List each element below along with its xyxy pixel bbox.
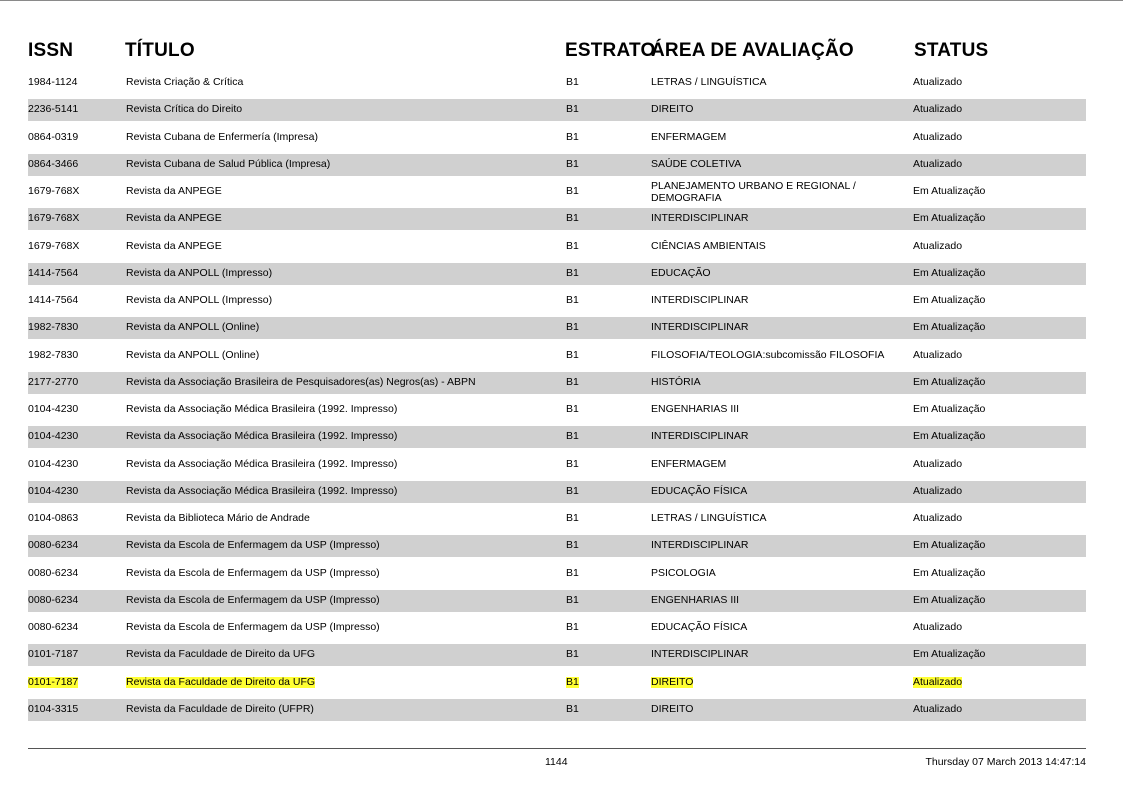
table-row	[28, 426, 1086, 448]
cell-area: DIREITO	[651, 675, 694, 688]
cell-titulo: Revista da Escola de Enfermagem da USP (Impresso)	[126, 593, 380, 606]
cell-titulo: Revista Criação & Crítica	[126, 76, 244, 88]
cell-estrato: B1	[566, 76, 579, 88]
cell-issn: 1679-768X	[28, 239, 80, 252]
cell-status: Em Atualização	[913, 593, 986, 606]
cell-titulo: Revista da Faculdade de Direito da UFG	[126, 648, 316, 661]
footer-timestamp: Thursday 07 March 2013 14:47:14	[925, 756, 1086, 768]
cell-issn: 0104-4230	[28, 484, 79, 497]
cell-estrato: B1	[566, 430, 579, 443]
table-row	[28, 154, 1086, 176]
cell-status: Em Atualização	[913, 375, 986, 388]
cell-issn: 1679-768X	[28, 212, 80, 225]
cell-area: EDUCAÇÃO FÍSICA	[651, 621, 748, 633]
table-row	[28, 127, 1086, 149]
cell-area: INTERDISCIPLINAR	[651, 648, 749, 661]
table-body	[28, 72, 1086, 726]
cell-status: Atualizado	[913, 157, 963, 170]
cell-status: Em Atualização	[913, 566, 986, 579]
cell-issn: 2236-5141	[28, 103, 79, 116]
table-row	[28, 236, 1086, 258]
table-row	[28, 290, 1086, 312]
cell-area: DIREITO	[651, 103, 694, 116]
table-row	[28, 454, 1086, 476]
cell-status: Atualizado	[913, 76, 963, 88]
cell-estrato: B1	[566, 130, 579, 143]
cell-issn: 0080-6234	[28, 593, 79, 606]
cell-issn: 0864-3466	[28, 157, 79, 170]
cell-titulo: Revista da Escola de Enfermagem da USP (Impresso)	[126, 566, 380, 579]
cell-status: Em Atualização	[913, 648, 986, 661]
table-row	[28, 263, 1086, 285]
cell-issn: 1982-7830	[28, 321, 79, 334]
cell-estrato: B1	[566, 239, 579, 252]
cell-area: SAÚDE COLETIVA	[651, 157, 742, 170]
cell-titulo: Revista da ANPEGE	[126, 212, 222, 225]
cell-status: Em Atualização	[913, 321, 986, 334]
cell-area: PLANEJAMENTO URBANO E REGIONAL / DEMOGRAFIA	[651, 180, 856, 204]
table-row	[28, 699, 1086, 721]
header-titulo: TÍTULO	[125, 40, 195, 61]
cell-estrato: B1	[566, 566, 579, 579]
header-status: STATUS	[914, 40, 989, 61]
table-row	[28, 481, 1086, 503]
cell-titulo: Revista da Associação Médica Brasileira (1992. Impresso)	[126, 430, 398, 443]
cell-titulo: Revista da Associação Médica Brasileira (1992. Impresso)	[126, 457, 398, 470]
cell-area: FILOSOFIA/TEOLOGIA:subcomissão FILOSOFIA	[651, 348, 885, 361]
cell-estrato: B1	[566, 375, 579, 388]
cell-titulo: Revista Crítica do Direito	[126, 103, 243, 116]
cell-estrato: B1	[566, 675, 579, 688]
cell-estrato: B1	[566, 157, 579, 170]
cell-titulo: Revista Cubana de Enfermería (Impresa)	[126, 130, 318, 143]
cell-issn: 1982-7830	[28, 348, 79, 361]
cell-status: Atualizado	[913, 621, 963, 633]
cell-issn: 0104-4230	[28, 403, 79, 415]
cell-titulo: Revista da Associação Médica Brasileira (1992. Impresso)	[126, 403, 398, 415]
table-row	[28, 372, 1086, 394]
table-row	[28, 208, 1086, 230]
cell-area: ENFERMAGEM	[651, 130, 727, 143]
cell-status: Em Atualização	[913, 266, 986, 279]
cell-titulo: Revista da Biblioteca Mário de Andrade	[126, 512, 310, 524]
cell-titulo: Revista da Escola de Enfermagem da USP (Impresso)	[126, 621, 380, 633]
cell-status: Atualizado	[913, 103, 963, 116]
table-row	[28, 181, 1086, 203]
cell-issn: 0101-7187	[28, 675, 79, 688]
cell-estrato: B1	[566, 266, 579, 279]
cell-estrato: B1	[566, 403, 579, 415]
table-row	[28, 644, 1086, 666]
cell-titulo: Revista da Associação Brasileira de Pesquisadores(as) Negros(as) - ABPN	[126, 375, 476, 388]
cell-status: Atualizado	[913, 130, 963, 143]
journal-table	[28, 37, 1086, 715]
cell-status: Atualizado	[913, 675, 963, 688]
cell-issn: 0080-6234	[28, 621, 79, 633]
cell-area: LETRAS / LINGUÍSTICA	[651, 76, 767, 88]
cell-titulo: Revista da Faculdade de Direito da UFG	[126, 675, 316, 688]
cell-area: CIÊNCIAS AMBIENTAIS	[651, 239, 766, 252]
cell-titulo: Revista da ANPOLL (Impresso)	[126, 294, 273, 306]
cell-status: Em Atualização	[913, 185, 986, 197]
cell-estrato: B1	[566, 621, 579, 633]
cell-status: Atualizado	[913, 702, 963, 715]
cell-titulo: Revista da ANPEGE	[126, 185, 222, 197]
cell-area: ENGENHARIAS III	[651, 593, 740, 606]
cell-estrato: B1	[566, 648, 579, 661]
table-header	[28, 37, 1086, 67]
cell-issn: 1414-7564	[28, 294, 79, 306]
page-number: 1144	[545, 756, 568, 768]
top-rule	[0, 0, 1123, 1]
cell-issn: 0104-3315	[28, 702, 79, 715]
cell-estrato: B1	[566, 593, 579, 606]
cell-area: ENGENHARIAS III	[651, 403, 740, 415]
cell-status: Em Atualização	[913, 294, 986, 306]
table-row	[28, 590, 1086, 612]
cell-issn: 0101-7187	[28, 648, 79, 661]
cell-titulo: Revista Cubana de Salud Pública (Impresa)	[126, 157, 331, 170]
header-issn: ISSN	[28, 40, 74, 61]
cell-status: Em Atualização	[913, 212, 986, 225]
cell-titulo: Revista da ANPOLL (Impresso)	[126, 266, 273, 279]
cell-estrato: B1	[566, 539, 579, 552]
cell-issn: 0080-6234	[28, 566, 79, 579]
table-row	[28, 535, 1086, 557]
cell-issn: 1984-1124	[28, 76, 78, 88]
cell-area: EDUCAÇÃO FÍSICA	[651, 484, 748, 497]
cell-titulo: Revista da ANPOLL (Online)	[126, 348, 260, 361]
cell-estrato: B1	[566, 212, 579, 225]
cell-area: HISTÓRIA	[651, 375, 701, 388]
cell-area: INTERDISCIPLINAR	[651, 430, 749, 443]
table-row	[28, 399, 1086, 421]
cell-estrato: B1	[566, 702, 579, 715]
cell-status: Atualizado	[913, 457, 963, 470]
table-row	[28, 72, 1086, 94]
cell-issn: 0104-4230	[28, 457, 79, 470]
cell-issn: 0104-0863	[28, 512, 79, 524]
cell-titulo: Revista da Escola de Enfermagem da USP (Impresso)	[126, 539, 380, 552]
table-row	[28, 317, 1086, 339]
table-row	[28, 345, 1086, 367]
cell-status: Atualizado	[913, 512, 963, 524]
cell-area: EDUCAÇÃO	[651, 266, 711, 279]
cell-issn: 0080-6234	[28, 539, 79, 552]
cell-status: Atualizado	[913, 484, 963, 497]
cell-status: Em Atualização	[913, 430, 986, 443]
cell-area: ENFERMAGEM	[651, 457, 727, 470]
table-row	[28, 508, 1086, 530]
cell-estrato: B1	[566, 321, 579, 334]
table-row	[28, 563, 1086, 585]
cell-issn: 0104-4230	[28, 430, 79, 443]
cell-issn: 0864-0319	[28, 130, 79, 143]
cell-status: Atualizado	[913, 348, 963, 361]
table-row	[28, 617, 1086, 639]
cell-titulo: Revista da ANPOLL (Online)	[126, 321, 260, 334]
cell-titulo: Revista da ANPEGE	[126, 239, 222, 252]
cell-area: PSICOLOGIA	[651, 566, 716, 579]
cell-estrato: B1	[566, 294, 579, 306]
footer-rule	[28, 748, 1086, 749]
cell-area: INTERDISCIPLINAR	[651, 294, 749, 306]
cell-status: Em Atualização	[913, 403, 986, 415]
table-row	[28, 672, 1086, 694]
cell-titulo: Revista da Faculdade de Direito (UFPR)	[126, 702, 314, 715]
cell-area: INTERDISCIPLINAR	[651, 212, 749, 225]
cell-area: DIREITO	[651, 702, 694, 715]
table-row	[28, 99, 1086, 121]
cell-estrato: B1	[566, 103, 579, 116]
cell-titulo: Revista da Associação Médica Brasileira (1992. Impresso)	[126, 484, 398, 497]
cell-status: Atualizado	[913, 239, 963, 252]
cell-estrato: B1	[566, 484, 579, 497]
cell-issn: 1414-7564	[28, 266, 79, 279]
cell-estrato: B1	[566, 185, 579, 197]
header-estrato: ESTRATO	[565, 40, 656, 61]
cell-area: INTERDISCIPLINAR	[651, 321, 749, 334]
header-area: ÁREA DE AVALIAÇÃO	[651, 40, 854, 61]
cell-estrato: B1	[566, 512, 579, 524]
cell-issn: 1679-768X	[28, 185, 80, 197]
cell-area: INTERDISCIPLINAR	[651, 539, 749, 552]
cell-status: Em Atualização	[913, 539, 986, 552]
cell-estrato: B1	[566, 457, 579, 470]
cell-estrato: B1	[566, 348, 579, 361]
cell-area: LETRAS / LINGUÍSTICA	[651, 512, 767, 524]
cell-issn: 2177-2770	[28, 375, 79, 388]
